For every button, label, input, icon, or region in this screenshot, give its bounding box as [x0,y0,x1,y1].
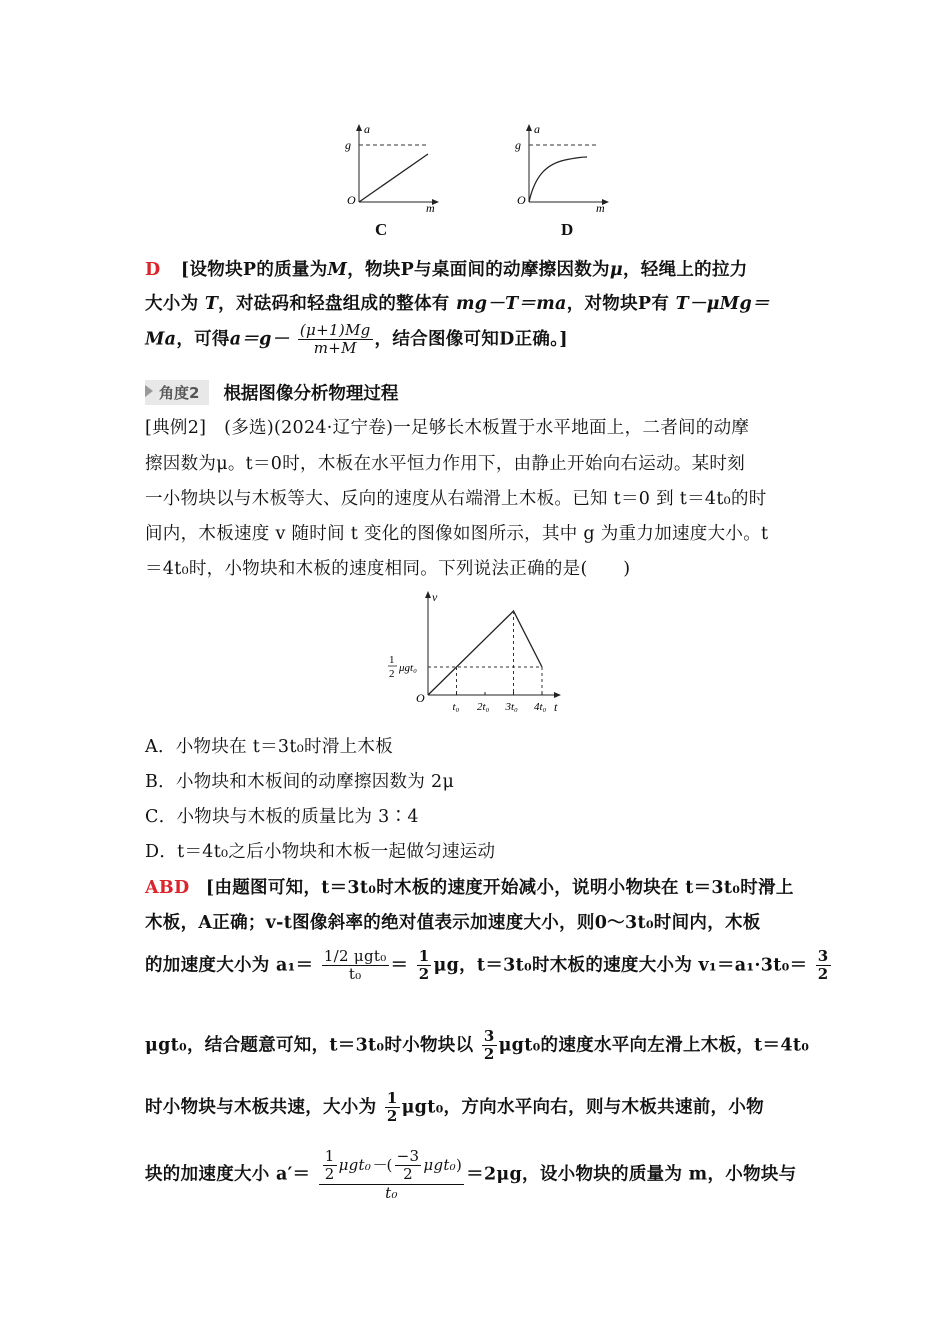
answer1-line3: Ma，可得a＝g－ $\frac{(\mu+1)Mg}{m+M}$ ，结合图像可知D正确。] [145,321,568,358]
figure-d-graph [505,120,615,215]
figure-d-curve [529,157,587,202]
three-half-fraction-2: $\frac{3}{2}$ [483,1027,495,1064]
figure-d-axis-x: m [596,201,605,215]
figure-d-tick-g: g [515,138,521,152]
vt-ylabel-text: μgt₀ [399,662,417,674]
option-b: B．小物块和木板间的动摩擦因数为 2μ [145,772,455,792]
vt-axis-y: v [432,590,438,604]
example-line3: 一小物块以与木板等大、反向的速度从右端滑上木板。已知 t＝0 到 t＝4t₀的时 [145,489,767,509]
half-fraction-2: $\frac{1}{2}$ [386,1089,398,1126]
figure-c-tick-g: g [345,138,351,152]
angle-title: 根据图像分析物理过程 [223,384,399,404]
three-half-fraction-1: $\frac{3}{2}$ [817,947,829,984]
answer1-fraction: $\frac{(\mu+1)Mg}{m+M}$ [299,321,371,358]
vt-tick-label-1: 2t₀ [477,701,490,713]
vt-tick-label-3: 4t₀ [534,701,547,713]
vt-axis-x: t [554,700,558,714]
answer1-line2: 大小为 T，对砝码和轻盘组成的整体有 mg－T＝ma，对物块P有 T－μMg＝ [145,294,770,314]
vt-series-line [428,611,542,695]
example-line1: [典例2] (多选)(2024·辽宁卷)一足够长木板置于水平地面上，二者间的动摩 [145,418,750,438]
vt-ylabel-den: 2 [389,668,395,680]
vt-graph [380,585,570,715]
angle-tag: 角度2 [145,380,209,405]
example-line2: 擦因数为μ。t＝0时，木板在水平恒力作用下，由静止开始向右运动。某时刻 [145,454,746,474]
answer1-choice: D [145,260,161,280]
answer2-line6: 块的加速度大小 a′＝ $\frac{1}{2}$ μgt₀－( $\frac{-3}{2}$ μgt₀) t₀ ＝2μg，设小物块的质量为 m，小物块与 [145,1147,797,1202]
figure-c-axis-x: m [426,201,435,215]
vt-tick-label-2: 3t₀ [505,701,518,713]
answer2-line2: 木板，A正确；v-t图像斜率的绝对值表示加速度大小，则0～3t₀时间内，木板 [145,913,761,933]
half-fraction-1: $\frac{1}{2}$ [418,947,430,984]
figure-c-line [359,154,428,202]
answer2-line3: 的加速度大小为 a₁＝ $\frac{\text{1/2 μgt₀}}{\text{t₀}}$ ＝ $\frac{1}{2}$ μg，t＝3t₀时木板的速度大小为 v₁＝a₁·3t₀＝ $\frac{3}{2}$ [145,947,829,984]
figure-d-label: D [561,220,574,239]
option-a: A．小物块在 t＝3t₀时滑上木板 [145,737,394,757]
answer2-choice: ABD [145,878,190,898]
figure-d-origin: O [517,193,526,207]
section-angle-header [145,380,398,405]
option-c: C．小物块与木板的质量比为 3∶4 [145,807,419,827]
vt-ylabel-num: 1 [389,654,395,666]
vt-origin: O [416,691,425,705]
figure-d-axis-y: a [534,122,540,136]
a-prime-fraction: $\frac{1}{2}$ μgt₀－( $\frac{-3}{2}$ μgt₀) t₀ [319,1148,464,1202]
a1-fraction: $\frac{\text{1/2 μgt₀}}{\text{t₀}}$ [323,947,387,984]
figure-c-origin: O [347,193,356,207]
answer2-line4: μgt₀，结合题意可知，t＝3t₀时小物块以 $\frac{3}{2}$ μgt₀的速度水平向左滑上木板，t＝4t₀ [145,1027,810,1064]
figure-c-axis-y: a [364,122,370,136]
answer1-line1: D [设物块P的质量为M，物块P与桌面间的动摩擦因数为μ，轻绳上的拉力 [145,260,748,280]
figure-c-label: C [375,220,388,239]
example-line4: 间内，木板速度 v 随时间 t 变化的图像如图所示，其中 g 为重力加速度大小。t [145,524,769,544]
answer2-line1: ABD [由题图可知，t＝3t₀时木板的速度开始减小，说明小物块在 t＝3t₀时滑上 [145,878,794,898]
vt-tick-label-0: t₀ [452,701,460,713]
example-line5: ＝4t₀时，小物块和木板的速度相同。下列说法正确的是( ) [145,559,631,579]
option-d: D．t＝4t₀之后小物块和木板一起做匀速运动 [145,842,496,862]
figure-c-graph [335,120,445,215]
answer2-line5: 时小物块与木板共速，大小为 $\frac{1}{2}$ μgt₀，方向水平向右，则与木板共速前，小物 [145,1089,764,1126]
